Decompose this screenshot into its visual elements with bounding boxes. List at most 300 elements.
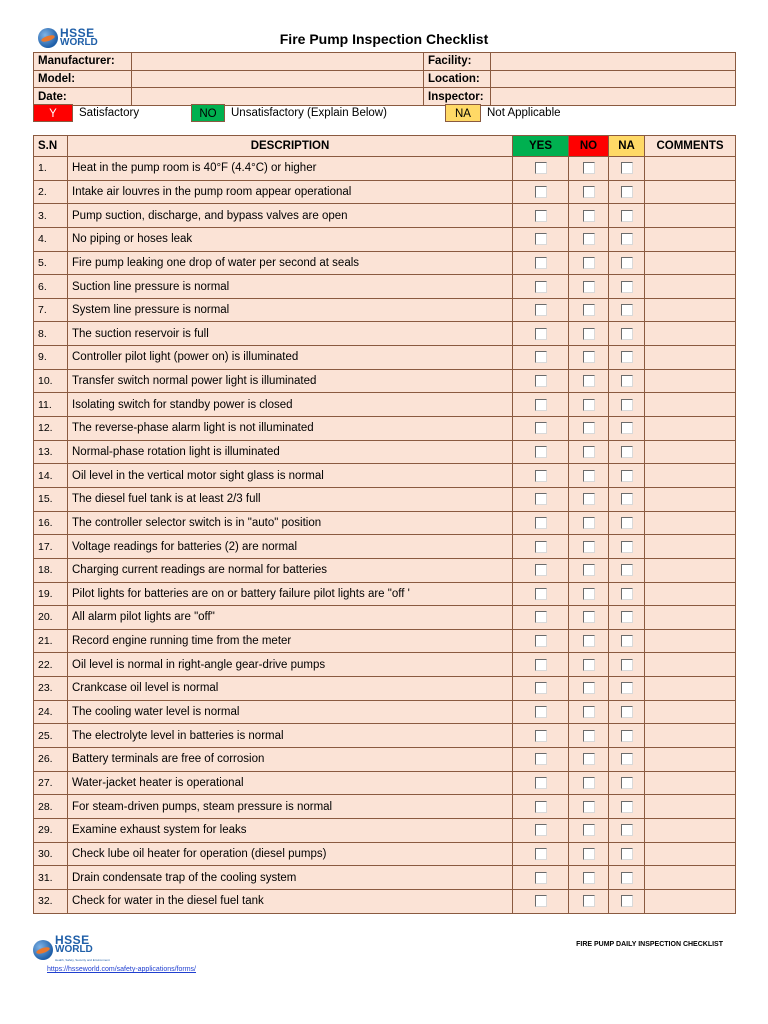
no-checkbox[interactable] xyxy=(583,753,595,765)
row-no-cell xyxy=(569,393,609,417)
row-sn: 1. xyxy=(34,157,68,181)
row-description: Normal-phase rotation light is illuminated xyxy=(68,440,513,464)
no-checkbox[interactable] xyxy=(583,611,595,623)
row-no-cell xyxy=(569,227,609,251)
row-description: Fire pump leaking one drop of water per second at seals xyxy=(68,251,513,275)
checklist-row xyxy=(34,369,736,393)
row-description: Crankcase oil level is normal xyxy=(68,677,513,701)
row-na-cell xyxy=(609,842,645,866)
row-yes-cell xyxy=(513,606,569,630)
na-checkbox[interactable] xyxy=(621,895,633,907)
row-sn: 12. xyxy=(34,417,68,441)
row-yes-cell xyxy=(513,204,569,228)
row-yes-cell xyxy=(513,322,569,346)
row-comments-cell[interactable] xyxy=(645,818,736,842)
yes-checkbox[interactable] xyxy=(535,375,547,387)
no-checkbox[interactable] xyxy=(583,588,595,600)
no-checkbox[interactable] xyxy=(583,375,595,387)
checklist-row xyxy=(34,866,736,890)
row-description: Pump suction, discharge, and bypass valves are open xyxy=(68,204,513,228)
row-no-cell xyxy=(569,464,609,488)
row-comments-cell[interactable] xyxy=(645,440,736,464)
footer-logo-line2: WORLD xyxy=(55,944,93,955)
no-checkbox[interactable] xyxy=(583,824,595,836)
no-checkbox[interactable] xyxy=(583,233,595,245)
no-checkbox[interactable] xyxy=(583,470,595,482)
row-sn: 19. xyxy=(34,582,68,606)
row-comments-cell[interactable] xyxy=(645,464,736,488)
row-description: Charging current readings are normal for batteries xyxy=(68,558,513,582)
legend-na-code: NA xyxy=(445,104,481,122)
row-comments-cell[interactable] xyxy=(645,795,736,819)
row-comments-cell[interactable] xyxy=(645,748,736,772)
row-na-cell xyxy=(609,582,645,606)
row-no-cell xyxy=(569,440,609,464)
row-na-cell xyxy=(609,487,645,511)
row-yes-cell xyxy=(513,511,569,535)
row-no-cell xyxy=(569,700,609,724)
legend-no-text: Unsatisfactory (Explain Below) xyxy=(231,107,387,119)
yes-checkbox[interactable] xyxy=(535,611,547,623)
manufacturer-field[interactable] xyxy=(132,53,424,71)
checklist-table xyxy=(33,135,736,914)
row-na-cell xyxy=(609,157,645,181)
row-sn: 26. xyxy=(34,748,68,772)
no-checkbox[interactable] xyxy=(583,635,595,647)
row-description: Suction line pressure is normal xyxy=(68,275,513,299)
na-checkbox[interactable] xyxy=(621,730,633,742)
row-sn: 22. xyxy=(34,653,68,677)
date-field[interactable] xyxy=(132,88,424,106)
no-checkbox[interactable] xyxy=(583,210,595,222)
page-title: Fire Pump Inspection Checklist xyxy=(279,31,489,47)
checklist-row xyxy=(34,889,736,913)
logo-line2: WORLD xyxy=(60,37,98,48)
row-yes-cell xyxy=(513,346,569,370)
yes-checkbox[interactable] xyxy=(535,328,547,340)
na-checkbox[interactable] xyxy=(621,635,633,647)
legend-y-code: Y xyxy=(33,104,73,122)
row-sn: 28. xyxy=(34,795,68,819)
no-checkbox[interactable] xyxy=(583,706,595,718)
na-checkbox[interactable] xyxy=(621,517,633,529)
no-checkbox[interactable] xyxy=(583,682,595,694)
row-description: Oil level is normal in right-angle gear-drive pumps xyxy=(68,653,513,677)
row-no-cell xyxy=(569,677,609,701)
row-na-cell xyxy=(609,535,645,559)
checklist-row xyxy=(34,771,736,795)
header-description: DESCRIPTION xyxy=(68,136,513,157)
yes-checkbox[interactable] xyxy=(535,233,547,245)
row-sn: 16. xyxy=(34,511,68,535)
row-description: Water-jacket heater is operational xyxy=(68,771,513,795)
row-description: For steam-driven pumps, steam pressure is normal xyxy=(68,795,513,819)
row-comments-cell[interactable] xyxy=(645,227,736,251)
checklist-row xyxy=(34,417,736,441)
row-yes-cell xyxy=(513,818,569,842)
row-comments-cell[interactable] xyxy=(645,700,736,724)
checklist-row xyxy=(34,251,736,275)
na-checkbox[interactable] xyxy=(621,351,633,363)
footer-doc-title: FIRE PUMP DAILY INSPECTION CHECKLIST xyxy=(576,941,723,948)
row-no-cell xyxy=(569,748,609,772)
yes-checkbox[interactable] xyxy=(535,564,547,576)
row-na-cell xyxy=(609,677,645,701)
no-checkbox[interactable] xyxy=(583,872,595,884)
na-checkbox[interactable] xyxy=(621,162,633,174)
inspector-label: Inspector: xyxy=(424,88,491,106)
row-description: Battery terminals are free of corrosion xyxy=(68,748,513,772)
no-checkbox[interactable] xyxy=(583,446,595,458)
yes-checkbox[interactable] xyxy=(535,588,547,600)
row-sn: 27. xyxy=(34,771,68,795)
header-sn: S.N xyxy=(34,136,68,157)
row-comments-cell[interactable] xyxy=(645,393,736,417)
row-comments-cell[interactable] xyxy=(645,606,736,630)
row-yes-cell xyxy=(513,700,569,724)
row-na-cell xyxy=(609,251,645,275)
yes-checkbox[interactable] xyxy=(535,872,547,884)
row-na-cell xyxy=(609,866,645,890)
row-yes-cell xyxy=(513,889,569,913)
na-checkbox[interactable] xyxy=(621,824,633,836)
row-comments-cell[interactable] xyxy=(645,677,736,701)
row-description: Examine exhaust system for leaks xyxy=(68,818,513,842)
no-checkbox[interactable] xyxy=(583,848,595,860)
yes-checkbox[interactable] xyxy=(535,446,547,458)
row-comments-cell[interactable] xyxy=(645,535,736,559)
yes-checkbox[interactable] xyxy=(535,162,547,174)
row-yes-cell xyxy=(513,180,569,204)
row-sn: 15. xyxy=(34,487,68,511)
row-sn: 10. xyxy=(34,369,68,393)
na-checkbox[interactable] xyxy=(621,328,633,340)
row-na-cell xyxy=(609,204,645,228)
no-checkbox[interactable] xyxy=(583,399,595,411)
manufacturer-label: Manufacturer: xyxy=(34,53,132,71)
no-checkbox[interactable] xyxy=(583,777,595,789)
model-label: Model: xyxy=(34,70,132,88)
checklist-row xyxy=(34,227,736,251)
no-checkbox[interactable] xyxy=(583,493,595,505)
row-yes-cell xyxy=(513,795,569,819)
row-comments-cell[interactable] xyxy=(645,417,736,441)
yes-checkbox[interactable] xyxy=(535,210,547,222)
row-comments-cell[interactable] xyxy=(645,180,736,204)
na-checkbox[interactable] xyxy=(621,588,633,600)
row-description: Check for water in the diesel fuel tank xyxy=(68,889,513,913)
na-checkbox[interactable] xyxy=(621,706,633,718)
row-yes-cell xyxy=(513,393,569,417)
na-checkbox[interactable] xyxy=(621,470,633,482)
row-description: The cooling water level is normal xyxy=(68,700,513,724)
row-description: The diesel fuel tank is at least 2/3 full xyxy=(68,487,513,511)
no-checkbox[interactable] xyxy=(583,895,595,907)
yes-checkbox[interactable] xyxy=(535,399,547,411)
row-yes-cell xyxy=(513,842,569,866)
row-sn: 2. xyxy=(34,180,68,204)
na-checkbox[interactable] xyxy=(621,682,633,694)
row-sn: 7. xyxy=(34,298,68,322)
row-no-cell xyxy=(569,629,609,653)
row-no-cell xyxy=(569,251,609,275)
row-yes-cell xyxy=(513,582,569,606)
row-yes-cell xyxy=(513,653,569,677)
row-comments-cell[interactable] xyxy=(645,298,736,322)
yes-checkbox[interactable] xyxy=(535,895,547,907)
checklist-row xyxy=(34,724,736,748)
yes-checkbox[interactable] xyxy=(535,517,547,529)
row-na-cell xyxy=(609,369,645,393)
row-description: Drain condensate trap of the cooling system xyxy=(68,866,513,890)
row-na-cell xyxy=(609,629,645,653)
checklist-header-row xyxy=(34,136,736,157)
no-checkbox[interactable] xyxy=(583,281,595,293)
na-checkbox[interactable] xyxy=(621,210,633,222)
yes-checkbox[interactable] xyxy=(535,493,547,505)
row-description: The controller selector switch is in "auto" position xyxy=(68,511,513,535)
yes-checkbox[interactable] xyxy=(535,186,547,198)
checklist-row xyxy=(34,700,736,724)
na-checkbox[interactable] xyxy=(621,446,633,458)
checklist-row xyxy=(34,511,736,535)
checklist-row xyxy=(34,558,736,582)
row-comments-cell[interactable] xyxy=(645,866,736,890)
yes-checkbox[interactable] xyxy=(535,659,547,671)
na-checkbox[interactable] xyxy=(621,186,633,198)
checklist-row xyxy=(34,322,736,346)
na-checkbox[interactable] xyxy=(621,281,633,293)
row-sn: 17. xyxy=(34,535,68,559)
row-description: Record engine running time from the meter xyxy=(68,629,513,653)
row-sn: 11. xyxy=(34,393,68,417)
yes-checkbox[interactable] xyxy=(535,682,547,694)
row-comments-cell[interactable] xyxy=(645,889,736,913)
no-checkbox[interactable] xyxy=(583,517,595,529)
checklist-row xyxy=(34,629,736,653)
na-checkbox[interactable] xyxy=(621,541,633,553)
row-na-cell xyxy=(609,393,645,417)
row-comments-cell[interactable] xyxy=(645,346,736,370)
row-yes-cell xyxy=(513,677,569,701)
row-yes-cell xyxy=(513,771,569,795)
row-description: The reverse-phase alarm light is not illuminated xyxy=(68,417,513,441)
no-checkbox[interactable] xyxy=(583,659,595,671)
yes-checkbox[interactable] xyxy=(535,753,547,765)
row-no-cell xyxy=(569,606,609,630)
yes-checkbox[interactable] xyxy=(535,304,547,316)
row-no-cell xyxy=(569,653,609,677)
no-checkbox[interactable] xyxy=(583,541,595,553)
row-no-cell xyxy=(569,298,609,322)
row-no-cell xyxy=(569,180,609,204)
checklist-row xyxy=(34,535,736,559)
header-na: NA xyxy=(609,136,645,157)
yes-checkbox[interactable] xyxy=(535,470,547,482)
legend xyxy=(33,104,735,122)
yes-checkbox[interactable] xyxy=(535,730,547,742)
row-sn: 8. xyxy=(34,322,68,346)
row-comments-cell[interactable] xyxy=(645,558,736,582)
row-yes-cell xyxy=(513,558,569,582)
no-checkbox[interactable] xyxy=(583,564,595,576)
row-yes-cell xyxy=(513,629,569,653)
facility-field[interactable] xyxy=(491,53,736,71)
na-checkbox[interactable] xyxy=(621,375,633,387)
row-comments-cell[interactable] xyxy=(645,724,736,748)
legend-no-code: NO xyxy=(191,104,225,122)
row-comments-cell[interactable] xyxy=(645,322,736,346)
yes-checkbox[interactable] xyxy=(535,824,547,836)
checklist-row xyxy=(34,818,736,842)
row-no-cell xyxy=(569,771,609,795)
checklist-row xyxy=(34,180,736,204)
row-na-cell xyxy=(609,346,645,370)
no-checkbox[interactable] xyxy=(583,351,595,363)
row-na-cell xyxy=(609,700,645,724)
no-checkbox[interactable] xyxy=(583,304,595,316)
row-description: Voltage readings for batteries (2) are normal xyxy=(68,535,513,559)
row-no-cell xyxy=(569,724,609,748)
no-checkbox[interactable] xyxy=(583,162,595,174)
yes-checkbox[interactable] xyxy=(535,706,547,718)
row-comments-cell[interactable] xyxy=(645,842,736,866)
checklist-row xyxy=(34,795,736,819)
row-comments-cell[interactable] xyxy=(645,369,736,393)
na-checkbox[interactable] xyxy=(621,848,633,860)
row-sn: 31. xyxy=(34,866,68,890)
row-description: The suction reservoir is full xyxy=(68,322,513,346)
row-na-cell xyxy=(609,322,645,346)
checklist-row xyxy=(34,157,736,181)
row-no-cell xyxy=(569,487,609,511)
row-sn: 23. xyxy=(34,677,68,701)
na-checkbox[interactable] xyxy=(621,801,633,813)
globe-icon xyxy=(33,940,53,960)
no-checkbox[interactable] xyxy=(583,801,595,813)
checklist-row xyxy=(34,440,736,464)
na-checkbox[interactable] xyxy=(621,233,633,245)
yes-checkbox[interactable] xyxy=(535,257,547,269)
yes-checkbox[interactable] xyxy=(535,541,547,553)
header-yes: YES xyxy=(513,136,569,157)
row-no-cell xyxy=(569,582,609,606)
row-sn: 32. xyxy=(34,889,68,913)
row-comments-cell[interactable] xyxy=(645,251,736,275)
row-yes-cell xyxy=(513,440,569,464)
na-checkbox[interactable] xyxy=(621,659,633,671)
row-sn: 13. xyxy=(34,440,68,464)
row-yes-cell xyxy=(513,866,569,890)
row-yes-cell xyxy=(513,275,569,299)
na-checkbox[interactable] xyxy=(621,777,633,789)
row-description: Controller pilot light (power on) is illuminated xyxy=(68,346,513,370)
na-checkbox[interactable] xyxy=(621,611,633,623)
row-no-cell xyxy=(569,818,609,842)
no-checkbox[interactable] xyxy=(583,328,595,340)
legend-na-text: Not Applicable xyxy=(487,107,561,119)
yes-checkbox[interactable] xyxy=(535,635,547,647)
row-sn: 21. xyxy=(34,629,68,653)
row-description: The electrolyte level in batteries is normal xyxy=(68,724,513,748)
row-sn: 18. xyxy=(34,558,68,582)
row-na-cell xyxy=(609,180,645,204)
na-checkbox[interactable] xyxy=(621,422,633,434)
yes-checkbox[interactable] xyxy=(535,801,547,813)
row-description: All alarm pilot lights are "off" xyxy=(68,606,513,630)
row-comments-cell[interactable] xyxy=(645,275,736,299)
row-yes-cell xyxy=(513,251,569,275)
checklist-row xyxy=(34,653,736,677)
row-no-cell xyxy=(569,322,609,346)
legend-y-text: Satisfactory xyxy=(79,107,140,119)
row-no-cell xyxy=(569,842,609,866)
model-field[interactable] xyxy=(132,70,424,88)
yes-checkbox[interactable] xyxy=(535,351,547,363)
row-yes-cell xyxy=(513,724,569,748)
row-yes-cell xyxy=(513,369,569,393)
no-checkbox[interactable] xyxy=(583,730,595,742)
row-na-cell xyxy=(609,440,645,464)
row-yes-cell xyxy=(513,464,569,488)
row-yes-cell xyxy=(513,748,569,772)
na-checkbox[interactable] xyxy=(621,564,633,576)
location-field[interactable] xyxy=(491,70,736,88)
row-sn: 30. xyxy=(34,842,68,866)
na-checkbox[interactable] xyxy=(621,399,633,411)
row-na-cell xyxy=(609,653,645,677)
row-comments-cell[interactable] xyxy=(645,157,736,181)
row-yes-cell xyxy=(513,298,569,322)
no-checkbox[interactable] xyxy=(583,257,595,269)
no-checkbox[interactable] xyxy=(583,422,595,434)
row-comments-cell[interactable] xyxy=(645,582,736,606)
na-checkbox[interactable] xyxy=(621,753,633,765)
row-description: Pilot lights for batteries are on or battery failure pilot lights are "off ' xyxy=(68,582,513,606)
row-description: Isolating switch for standby power is closed xyxy=(68,393,513,417)
na-checkbox[interactable] xyxy=(621,304,633,316)
yes-checkbox[interactable] xyxy=(535,777,547,789)
header-comments: COMMENTS xyxy=(645,136,736,157)
row-sn: 5. xyxy=(34,251,68,275)
na-checkbox[interactable] xyxy=(621,493,633,505)
row-comments-cell[interactable] xyxy=(645,629,736,653)
row-comments-cell[interactable] xyxy=(645,653,736,677)
logo-line1: HSSE xyxy=(60,26,95,40)
checklist-row xyxy=(34,275,736,299)
na-checkbox[interactable] xyxy=(621,872,633,884)
row-comments-cell[interactable] xyxy=(645,487,736,511)
yes-checkbox[interactable] xyxy=(535,848,547,860)
row-na-cell xyxy=(609,464,645,488)
row-no-cell xyxy=(569,417,609,441)
na-checkbox[interactable] xyxy=(621,257,633,269)
row-comments-cell[interactable] xyxy=(645,771,736,795)
inspector-field[interactable] xyxy=(491,88,736,106)
yes-checkbox[interactable] xyxy=(535,422,547,434)
checklist-row xyxy=(34,606,736,630)
footer-logo-tagline: Health, Safety, Security and Environment xyxy=(55,958,110,962)
yes-checkbox[interactable] xyxy=(535,281,547,293)
no-checkbox[interactable] xyxy=(583,186,595,198)
footer-link[interactable]: https://hsseworld.com/safety-applications/forms/ xyxy=(47,966,197,973)
row-comments-cell[interactable] xyxy=(645,511,736,535)
row-na-cell xyxy=(609,227,645,251)
row-na-cell xyxy=(609,889,645,913)
info-table xyxy=(33,52,736,106)
row-comments-cell[interactable] xyxy=(645,204,736,228)
row-sn: 24. xyxy=(34,700,68,724)
